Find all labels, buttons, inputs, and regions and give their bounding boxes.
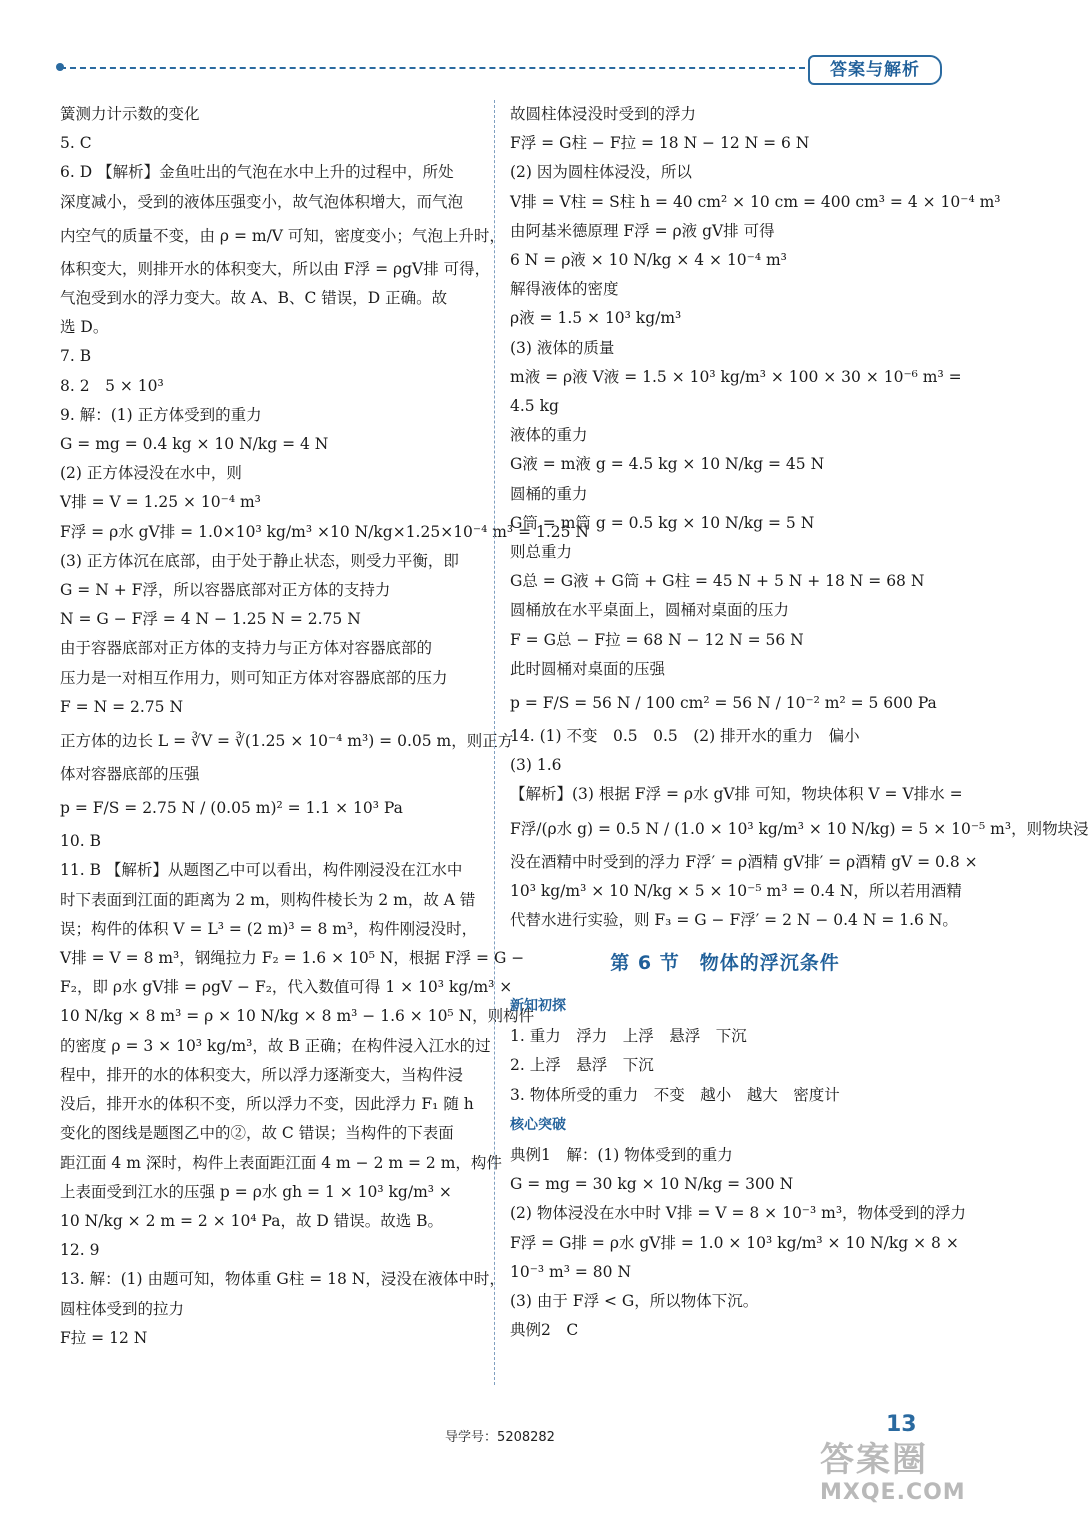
text-line: 典例1 解：(1) 物体受到的重力 [510,1145,733,1164]
text-line: 压力是一对相互作用力，则可知正方体对容器底部的压力 [60,668,448,687]
text-line: G液 = m液 g = 4.5 kg × 10 N/kg = 45 N [510,455,825,474]
text-line: 11. B 【解析】从题图乙中可以看出，构件刚浸没在江水中 [60,861,463,880]
subsection-heading-new-knowledge: 新知初探 [510,998,566,1015]
text-line: 选 D。 [60,318,109,337]
text-line: F = G总 − F拉 = 68 N − 12 N = 56 N [510,630,804,649]
text-line: 10 N/kg × 8 m³ = ρ × 10 N/kg × 8 m³ − 1.6 × 10⁵ N，则构件 [60,1007,535,1026]
text-line: ρ液 = 1.5 × 10³ kg/m³ [510,309,682,328]
text-line: (3) 正方体沉在底部，由于处于静止状态，则受力平衡，即 [60,551,459,570]
text-line: 8. 2 5 × 10³ [60,376,164,395]
right-column [510,100,1089,1345]
text-line: 10³ kg/m³ × 10 N/kg × 5 × 10⁻⁵ m³ = 0.4 N，所以若用酒精 [510,881,962,900]
column-divider [494,100,495,1385]
text-line: G筒 = m筒 g = 0.5 kg × 10 N/kg = 5 N [510,513,815,532]
text-line: 由阿基米德原理 F浮 = ρ液 gV排 可得 [510,221,775,240]
text-line: 的密度 ρ = 3 × 10³ kg/m³，故 B 正确；在构件浸入江水的过 [60,1036,491,1055]
watermark [820,1440,990,1510]
section-title: 第 6 节 物体的浮沉条件 [610,952,840,975]
watermark-logo: 答案圈 [820,1440,928,1480]
text-line: 体对容器底部的压强 [60,765,200,784]
text-line: 12. 9 [60,1241,100,1260]
text-line: V排 = V = 1.25 × 10⁻⁴ m³ [60,493,261,512]
text-line: 13. 解：(1) 由题可知，物体重 G柱 = 18 N，浸没在液体中时， [60,1270,505,1289]
text-line: (2) 正方体浸没在水中，则 [60,464,242,483]
header-tag: 答案与解析 [808,55,942,85]
text-line: F₂，即 ρ水 gV排 = ρgV − F₂，代入数值可得 1 × 10³ kg/m³ × [60,978,513,997]
text-line: 10⁻³ m³ = 80 N [510,1262,632,1281]
text-line: F浮/(ρ水 g) = 0.5 N / (1.0 × 10³ kg/m³ × 10 N/kg) = 5 × 10⁻⁵ m³，则物块浸 [510,819,1089,838]
text-line: F浮 = G排 = ρ水 gV排 = 1.0 × 10³ kg/m³ × 10 N/kg × 8 × [510,1233,959,1252]
text-line: 10 N/kg × 2 m = 2 × 10⁴ Pa，故 D 错误。故选 B。 [60,1211,444,1230]
text-line: G = N + F浮，所以容器底部对正方体的支持力 [60,581,391,600]
text-line: 时下表面到江面的距离为 2 m，则构件棱长为 2 m，故 A 错 [60,890,476,909]
text-line: 深度减小，受到的液体压强变小，故气泡体积增大，而气泡 [60,192,464,211]
text-line: 距江面 4 m 深时，构件上表面距江面 4 m − 2 m = 2 m，构件 [60,1153,502,1172]
text-line: 6. D 【解析】金鱼吐出的气泡在水中上升的过程中，所处 [60,163,454,182]
text-line: V排 = V柱 = S柱 h = 40 cm² × 10 cm = 400 cm³ = 4 × 10⁻⁴ m³ [510,192,1001,211]
text-line: 则总重力 [510,543,573,562]
text-line: 气泡受到水的浮力变大。故 A、B、C 错误，D 正确。故 [60,289,448,308]
text-line: 1. 重力 浮力 上浮 悬浮 下沉 [510,1027,747,1046]
text-line: 程中，排开的水的体积变大，所以浮力逐渐变大，当构件浸 [60,1065,464,1084]
text-line: (2) 因为圆柱体浸没，所以 [510,163,692,182]
text-line: m液 = ρ液 V液 = 1.5 × 10³ kg/m³ × 100 × 30 × 10⁻⁶ m³ = [510,367,962,386]
text-line: p = F/S = 2.75 N / (0.05 m)² = 1.1 × 10³ Pa [60,799,403,818]
guide-number: 导学号：5208282 [445,1430,555,1445]
text-line: 此时圆桶对桌面的压强 [510,659,666,678]
text-line: 6 N = ρ液 × 10 N/kg × 4 × 10⁻⁴ m³ [510,251,787,270]
text-line: 圆柱体受到的拉力 [60,1299,185,1318]
text-line: 解得液体的密度 [510,280,619,299]
text-line: 体积变大，则排开水的体积变大，所以由 F浮 = ρgV排 可得， [60,259,491,278]
text-line: F拉 = 12 N [60,1328,148,1347]
text-line: 圆桶的重力 [510,484,588,503]
text-line: 簧测力计示数的变化 [60,105,200,123]
text-line: G = mg = 0.4 kg × 10 N/kg = 4 N [60,435,329,454]
header-divider [60,67,805,69]
text-line: 14. (1) 不变 0.5 0.5 (2) 排开水的重力 偏小 [510,727,860,746]
text-line: 9. 解：(1) 正方体受到的重力 [60,405,262,424]
text-line: G总 = G液 + G筒 + G柱 = 45 N + 5 N + 18 N = 68 N [510,572,925,591]
text-line: (3) 1.6 [510,756,562,775]
text-line: N = G − F浮 = 4 N − 1.25 N = 2.75 N [60,610,361,629]
text-line: 2. 上浮 悬浮 下沉 [510,1056,654,1075]
text-line: V排 = V = 8 m³，钢绳拉力 F₂ = 1.6 × 10⁵ N，根据 F浮 = G − [60,949,525,968]
text-line: 误；构件的体积 V = L³ = (2 m)³ = 8 m³，构件刚浸没时， [60,919,478,938]
watermark-url: MXQE.COM [820,1480,966,1505]
text-line: 正方体的边长 L = ∛V = ∛(1.25 × 10⁻⁴ m³) = 0.05 m，则正方 [60,732,514,751]
text-line: 上表面受到江水的压强 p = ρ水 gh = 1 × 10³ kg/m³ × [60,1182,452,1201]
text-line: 4.5 kg [510,397,559,416]
text-line: F浮 = ρ水 gV排 = 1.0×10³ kg/m³ ×10 N/kg×1.25×10⁻⁴ m³ = 1.25 N [60,522,589,541]
text-line: 没后，排开水的体积不变，所以浮力不变，因此浮力 F₁ 随 h [60,1095,474,1114]
text-line: 圆桶放在水平桌面上，圆桶对桌面的压力 [510,601,790,620]
text-line: 故圆柱体浸没时受到的浮力 [510,105,697,123]
text-line: 变化的图线是题图乙中的②，故 C 错误；当构件的下表面 [60,1124,454,1143]
text-line: G = mg = 30 kg × 10 N/kg = 300 N [510,1175,794,1194]
page-number: 13 [886,1412,917,1437]
text-line: 内空气的质量不变，由 ρ = m/V 可知，密度变小；气泡上升时， [60,226,505,245]
text-line: (3) 由于 F浮 < G，所以物体下沉。 [510,1291,759,1310]
text-line: 5. C [60,134,92,153]
text-line: F = N = 2.75 N [60,697,184,716]
text-line: 【解析】(3) 根据 F浮 = ρ水 gV排 可知，物块体积 V = V排水 = [510,785,963,804]
text-line: p = F/S = 56 N / 100 cm² = 56 N / 10⁻² m² = 5 600 Pa [510,694,937,713]
text-line: (2) 物体浸没在水中时 V排 = V = 8 × 10⁻³ m³，物体受到的浮力 [510,1204,967,1223]
text-line: 3. 物体所受的重力 不变 越小 越大 密度计 [510,1085,840,1104]
text-line: F浮 = G柱 − F拉 = 18 N − 12 N = 6 N [510,134,810,153]
text-line: 7. B [60,347,92,366]
subsection-heading-core: 核心突破 [510,1116,566,1133]
text-line: 液体的重力 [510,426,588,445]
text-line: 10. B [60,832,101,851]
text-line: 由于容器底部对正方体的支持力与正方体对容器底部的 [60,639,433,658]
text-line: 代替水进行实验，则 F₃ = G − F浮′ = 2 N − 0.4 N = 1.6 N。 [510,911,958,930]
text-line: (3) 液体的质量 [510,338,615,357]
text-line: 没在酒精中时受到的浮力 F浮′ = ρ酒精 gV排′ = ρ酒精 gV = 0.8 × [510,852,978,871]
text-line: 典例2 C [510,1321,579,1340]
